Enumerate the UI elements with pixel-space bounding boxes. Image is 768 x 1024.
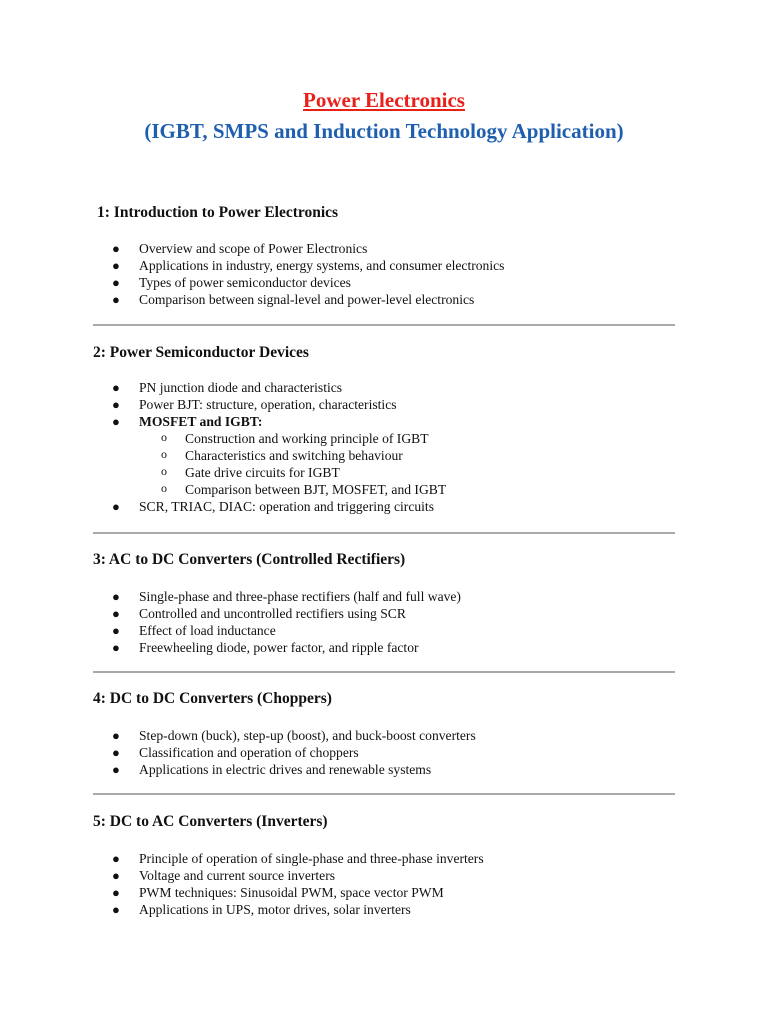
bullet-icon: ●	[112, 902, 120, 917]
section-2-list	[112, 379, 446, 515]
bullet-icon: ●	[112, 241, 120, 256]
bullet-icon: ●	[112, 762, 120, 777]
list-item: ● Voltage and current source inverters	[112, 868, 336, 883]
document-title: Power Electronics	[303, 88, 465, 112]
bullet-icon: ●	[112, 258, 120, 273]
list-item: ● Principle of operation of single-phase and three-phase inverters	[112, 851, 484, 866]
bullet-icon: ●	[112, 499, 120, 514]
list-item: ● Classification and operation of choppers	[112, 745, 359, 760]
bullet-icon: ●	[112, 380, 120, 395]
sub-bullet-icon: o	[161, 430, 167, 444]
section-5-list	[112, 850, 484, 918]
section-1-heading: 1: Introduction to Power Electronics	[97, 204, 339, 221]
sub-list-item: o Characteristics and switching behaviour	[161, 447, 403, 463]
bullet-icon: ●	[112, 745, 120, 760]
sub-bullet-icon: o	[161, 481, 167, 495]
bullet-icon: ●	[112, 851, 120, 866]
list-item: ● Types of power semiconductor devices	[112, 275, 351, 290]
bullet-icon: ●	[112, 414, 120, 429]
section-4-list	[112, 727, 476, 778]
bullet-icon: ●	[112, 640, 120, 655]
list-item: ● Step-down (buck), step-up (boost), and buck-boost converters	[112, 728, 476, 743]
bullet-icon: ●	[112, 275, 120, 290]
section-4-heading: 4: DC to DC Converters (Choppers)	[93, 690, 332, 707]
list-item: ● Single-phase and three-phase rectifiers (half and full wave)	[112, 589, 461, 604]
bullet-icon: ●	[112, 868, 120, 883]
list-item: ● Overview and scope of Power Electronics	[112, 241, 368, 256]
bullet-icon: ●	[112, 397, 120, 412]
sub-list	[159, 430, 446, 498]
bullet-icon: ●	[112, 292, 120, 307]
section-divider	[93, 671, 675, 673]
sub-list-item: o Comparison between BJT, MOSFET, and IGBT	[161, 481, 447, 497]
document-subtitle: (IGBT, SMPS and Induction Technology Application)	[144, 119, 624, 143]
bullet-icon: ●	[112, 589, 120, 604]
list-item: ● Power BJT: structure, operation, characteristics	[112, 397, 397, 412]
list-item: ● Effect of load inductance	[112, 623, 276, 638]
list-item: ● Applications in UPS, motor drives, solar inverters	[112, 902, 411, 917]
section-2-heading: 2: Power Semiconductor Devices	[93, 344, 309, 361]
bullet-icon: ●	[112, 885, 120, 900]
section-1-list	[112, 240, 504, 308]
bullet-icon: ●	[112, 623, 120, 638]
sub-list-item: o Gate drive circuits for IGBT	[161, 464, 340, 480]
list-item: ● PWM techniques: Sinusoidal PWM, space vector PWM	[112, 885, 444, 900]
section-3-list	[112, 588, 461, 656]
sub-bullet-icon: o	[161, 464, 167, 478]
list-item: ● SCR, TRIAC, DIAC: operation and triggering circuits	[112, 499, 435, 514]
list-item: ● PN junction diode and characteristics	[112, 380, 343, 395]
list-item: ● Applications in electric drives and renewable systems	[112, 762, 432, 777]
section-5-heading: 5: DC to AC Converters (Inverters)	[93, 813, 328, 830]
sub-list-item: o Construction and working principle of IGBT	[161, 430, 429, 446]
list-item: ● Comparison between signal-level and power-level electronics	[112, 292, 475, 307]
section-divider	[93, 793, 675, 795]
list-item: ● MOSFET and IGBT: o Construction and working principle of IGBT o Characteristics and switching behaviour o Gate drive circuits for IGBT o Comparison between BJT, MOSFET, and IGBT	[112, 414, 447, 497]
section-3-heading: 3: AC to DC Converters (Controlled Rectifiers)	[93, 551, 406, 568]
sub-bullet-icon: o	[161, 447, 167, 461]
bullet-icon: ●	[112, 606, 120, 621]
section-divider	[93, 532, 675, 534]
bullet-icon: ●	[112, 728, 120, 743]
list-item: ● Controlled and uncontrolled rectifiers using SCR	[112, 606, 406, 621]
section-divider	[93, 324, 675, 326]
list-item: ● Applications in industry, energy systems, and consumer electronics	[112, 258, 505, 273]
list-item: ● Freewheeling diode, power factor, and ripple factor	[112, 640, 419, 655]
